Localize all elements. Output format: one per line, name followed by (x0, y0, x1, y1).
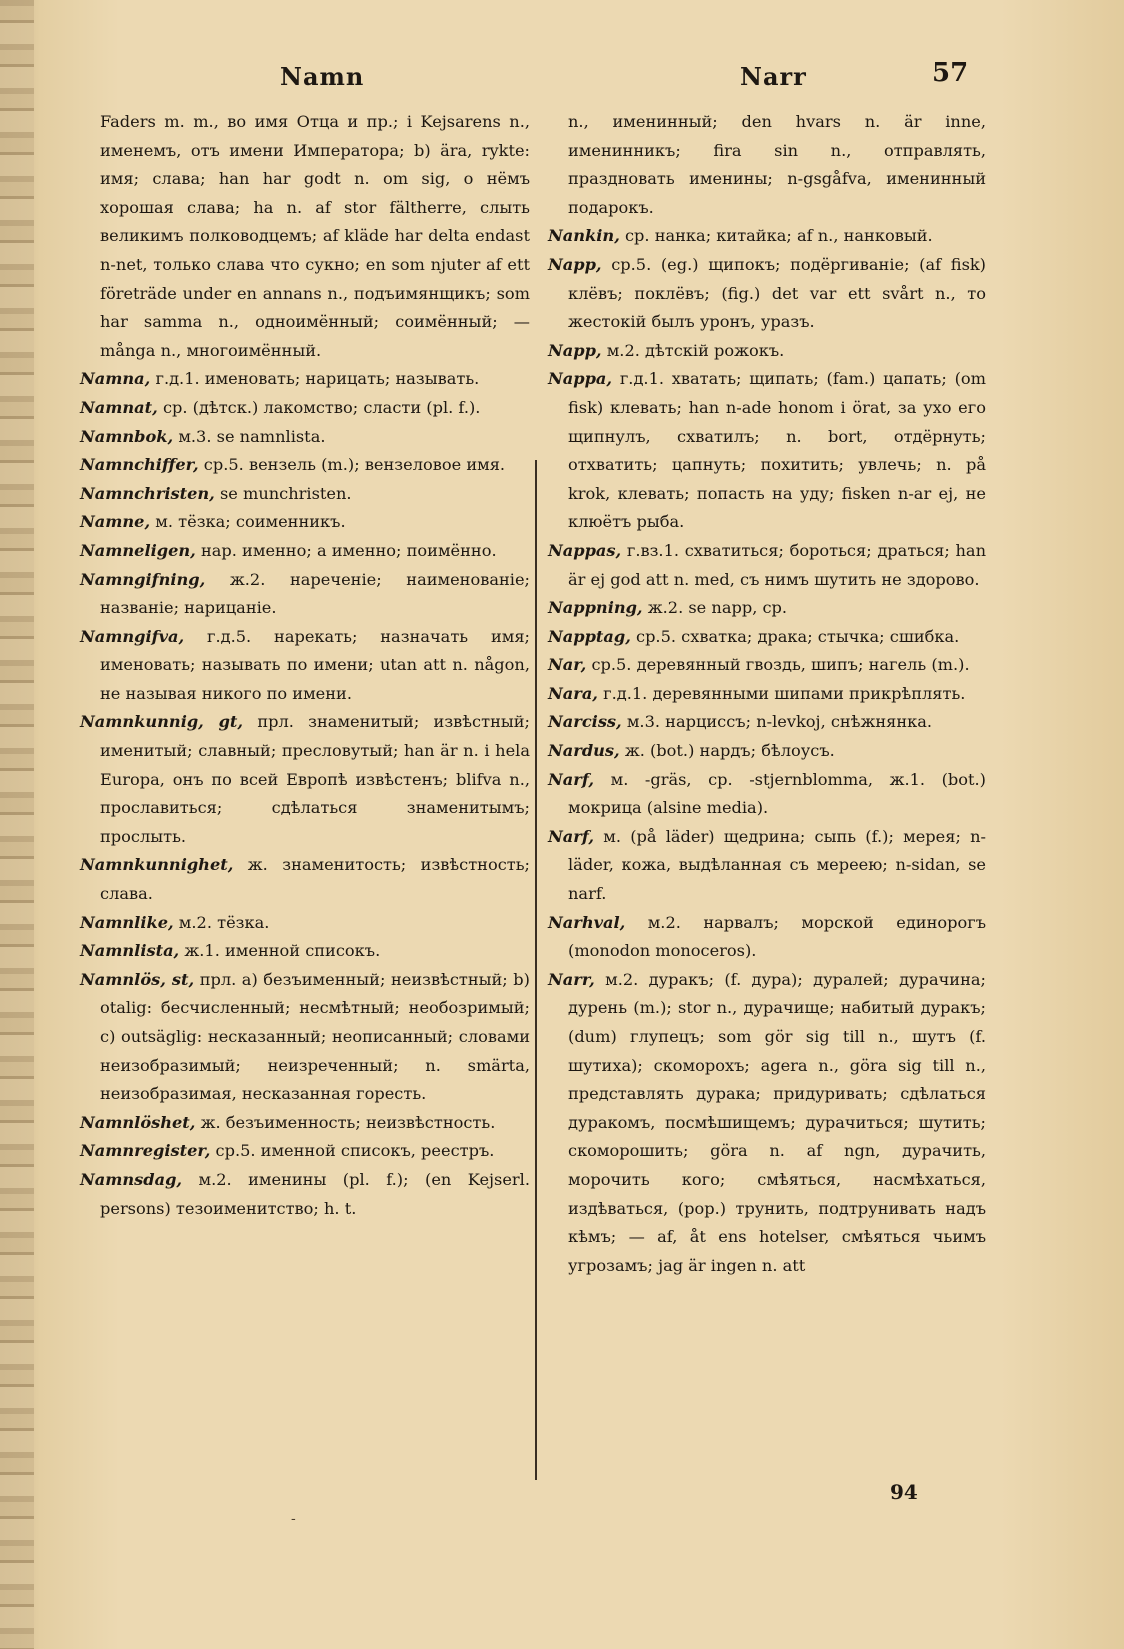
dictionary-entry (548, 337, 986, 366)
dictionary-entry (80, 451, 530, 480)
dictionary-entry (80, 365, 530, 394)
entry-definition: ср.5. вензель (m.); вензеловое имя. (203, 455, 506, 475)
signature-number: 94 (890, 1480, 918, 1504)
column-divider (535, 460, 537, 1480)
dictionary-entry (80, 851, 530, 908)
entry-definition: м.2. тёзка. (178, 912, 270, 932)
entry-headword: Nardus, (548, 741, 620, 761)
entry-headword: Narhval, (548, 912, 626, 932)
entry-definition: г.д.1. хватать; щипать; (fam.) цапать; (om fisk) клевать; han n-ade honom i örat, за ухо его щипнулъ, схватилъ; n. bort, отдёрнуть; отхватить; цапнуть; похитить; увлечь; n. på krok, клевать; попасть на уду; fisken n-ar ej, не клюётъ рыба. (568, 369, 986, 532)
entry-definition: м.2. дуракъ; (f. дура); дуралей; дурачина; дурень (m.); stor n., дурачище; набитый дуракъ; (dum) глупецъ; som gör sig till n., шутъ (f. шутиха); скоморохъ; agera n., göra sig till n., представлять дурака; придуривать; сдѣлаться дуракомъ, посмѣшищемъ; дурачиться; шутить; скоморошить; göra n. af ngn, дурачить, морочить кого; смѣяться, насмѣхаться, издѣваться, (pop.) трунить, подтрунивать надъ кѣмъ; — af, åt ens hotelser, смѣяться чьимъ угрозамъ; jag är ingen n. att (568, 969, 986, 1275)
entry-headword: Namneligen, (80, 540, 196, 560)
entry-definition: ср.5. (eg.) щипокъ; подёргиваніе; (af fisk) клёвъ; поклёвъ; (fig.) det var ett svårt n., то жестокій былъ уронъ, уразъ. (568, 254, 986, 332)
entry-definition: м.2. именины (pl. f.); (en Kejserl. persons) тезоименитство; h. t. (100, 1169, 530, 1218)
dictionary-entry (80, 1166, 530, 1223)
dictionary-entry (548, 909, 986, 966)
entry-headword: Namnkunnig, gt, (80, 712, 244, 732)
entry-definition: г.д.5. нарекать; назначать имя; именовать; называть по имени; utan att n. någon, не называя никого по имени. (100, 626, 530, 703)
dictionary-entry (548, 966, 986, 1281)
dictionary-entry (548, 365, 986, 537)
dictionary-entry (80, 1109, 530, 1138)
entry-headword: Nappning, (548, 598, 643, 618)
entry-definition: n., именинный; den hvars n. är inne, именинникъ; fira sin n., отправлять, праздновать именины; n-gsgåfva, именинный подарокъ. (568, 112, 986, 217)
entry-headword: Nappa, (548, 369, 613, 389)
dictionary-entry (80, 423, 530, 452)
dictionary-entry (80, 623, 530, 709)
entry-headword: Nara, (548, 683, 598, 703)
entry-headword: Namngifva, (80, 626, 185, 646)
entry-headword: Narf, (548, 769, 595, 789)
entry-headword: Namna, (80, 369, 151, 389)
entry-definition: ж. (bot.) нардъ; бѣлоусъ. (624, 741, 835, 761)
entry-definition: прл. a) безъименный; неизвѣстный; b) otalig: бесчисленный; несмѣтный; необозримый; c) outsäglig: несказанный; неописанный; словами неизобразимый; неизреченный; n. smärta, неизобразимая, несказанная горесть. (100, 969, 530, 1104)
dictionary-entry (548, 766, 986, 823)
dictionary-entry (80, 480, 530, 509)
entry-definition: se munchristen. (219, 483, 352, 503)
dictionary-entry (80, 1137, 530, 1166)
entry-definition: ср. нанка; китайка; af n., нанковый. (624, 226, 933, 246)
dictionary-entry (80, 508, 530, 537)
entry-definition: г.д.1. деревянными шипами прикрѣплять. (603, 683, 966, 703)
entry-headword: Narr, (548, 969, 595, 989)
entry-definition: м.2. нарвалъ; морской единорогъ (monodon monoceros). (568, 912, 986, 961)
entry-headword: Namnat, (80, 397, 158, 417)
entry-headword: Namnlös, st, (80, 969, 195, 989)
footer-mark: - (291, 1511, 296, 1527)
entry-headword: Namnkunnighet, (80, 855, 234, 875)
entry-definition: ж.2. нареченіе; наименованіе; названіе; нарицаніе. (100, 569, 530, 618)
entry-headword: Napptag, (548, 626, 631, 646)
dictionary-entry (548, 737, 986, 766)
entry-definition: м. -gräs, ср. -stjernblomma, ж.1. (bot.) мокрица (alsine media). (568, 769, 986, 818)
dictionary-entry (548, 680, 986, 709)
page-number: 57 (932, 58, 969, 88)
entry-headword: Namnlöshet, (80, 1112, 196, 1132)
dictionary-entry (80, 966, 530, 1109)
dictionary-entry (548, 537, 986, 594)
entry-headword: Namnchristen, (80, 483, 215, 503)
entry-definition: м.2. дѣтскій рожокъ. (606, 340, 785, 360)
dictionary-entry (548, 108, 986, 222)
header-left-word: Namn (280, 62, 365, 91)
right-column (548, 108, 986, 1280)
entry-headword: Namnregister, (80, 1141, 211, 1161)
dictionary-entry (80, 909, 530, 938)
dictionary-entry (548, 623, 986, 652)
entry-definition: ж. безъименность; неизвѣстность. (200, 1112, 496, 1132)
entry-headword: Namnlista, (80, 941, 180, 961)
entry-definition: нар. именно; а именно; поимённо. (200, 540, 497, 560)
entry-headword: Nar, (548, 655, 587, 675)
dictionary-entry (80, 566, 530, 623)
header-right-word: Narr (740, 62, 807, 91)
entry-definition: ж.1. именной списокъ. (184, 941, 381, 961)
book-binding-edge (0, 0, 34, 1649)
dictionary-entry (548, 222, 986, 251)
entry-headword: Napp, (548, 254, 602, 274)
entry-headword: Napp, (548, 340, 602, 360)
entry-headword: Namne, (80, 512, 151, 532)
entry-headword: Narf, (548, 826, 595, 846)
entry-definition: г.вз.1. схватиться; бороться; драться; han är ej god att n. med, съ нимъ шутить не здорово. (568, 540, 986, 589)
running-header (80, 58, 980, 98)
entry-definition: Faders m. m., во имя Отца и пр.; i Kejsarens n., именемъ, отъ имени Императора; b) ära, rykte: имя; слава; han har godt n. om sig, о нёмъ хорошая слава; ha n. af stor fältherre, слыть великимъ полководцемъ; af kläde har delta endast n-net, только слава что сукно; en som njuter af ett företräde under en annans n., подъимянщикъ; som har samma n., одноимённый; соимённый; — många n., многоимённый. (100, 112, 530, 360)
entry-headword: Namnsdag, (80, 1169, 183, 1189)
entry-headword: Nappas, (548, 540, 622, 560)
entry-definition: м. (på läder) щедрина; сыпь (f.); мерея; n-läder, кожа, выдѣланная съ мереею; n-sidan, se narf. (568, 826, 986, 904)
entry-definition: прл. знаменитый; извѣстный; именитый; славный; пресловутый; han är n. i hela Europa, онъ по всей Европѣ извѣстенъ; blifva n., прославиться; сдѣлаться знаменитымъ; прослыть. (100, 712, 530, 846)
entry-definition: ср.5. именной списокъ, реестръ. (215, 1141, 495, 1161)
dictionary-entry (80, 708, 530, 851)
dictionary-entry (80, 394, 530, 423)
entry-headword: Namnbok, (80, 426, 174, 446)
dictionary-entry (80, 937, 530, 966)
dictionary-entry (548, 708, 986, 737)
dictionary-entry (548, 651, 986, 680)
entry-headword: Namnlike, (80, 912, 174, 932)
entry-definition: м. тёзка; соименникъ. (155, 512, 346, 532)
left-column (80, 108, 530, 1223)
entry-definition: ср.5. деревянный гвоздь, шипъ; нагель (m.). (591, 655, 970, 675)
entry-definition: г.д.1. именовать; нарицать; называть. (155, 369, 480, 389)
entry-definition: ср.5. схватка; драка; стычка; сшибка. (636, 626, 960, 646)
dictionary-entry (80, 108, 530, 365)
entry-headword: Nankin, (548, 226, 620, 246)
entry-definition: ж. знаменитость; извѣстность; слава. (100, 855, 530, 904)
entry-definition: ср. (дѣтск.) лакомство; сласти (pl. f.). (162, 397, 481, 417)
entry-definition: ж.2. se napp, ср. (647, 598, 788, 618)
entry-headword: Namngifning, (80, 569, 206, 589)
dictionary-entry (548, 823, 986, 909)
entry-headword: Narciss, (548, 712, 622, 732)
dictionary-entry (548, 251, 986, 337)
dictionary-entry (548, 594, 986, 623)
dictionary-entry (80, 537, 530, 566)
entry-definition: м.3. нарциссъ; n-levkoj, снѣжнянка. (626, 712, 933, 732)
entry-headword: Namnchiffer, (80, 455, 199, 475)
entry-definition: м.3. se namnlista. (178, 426, 326, 446)
